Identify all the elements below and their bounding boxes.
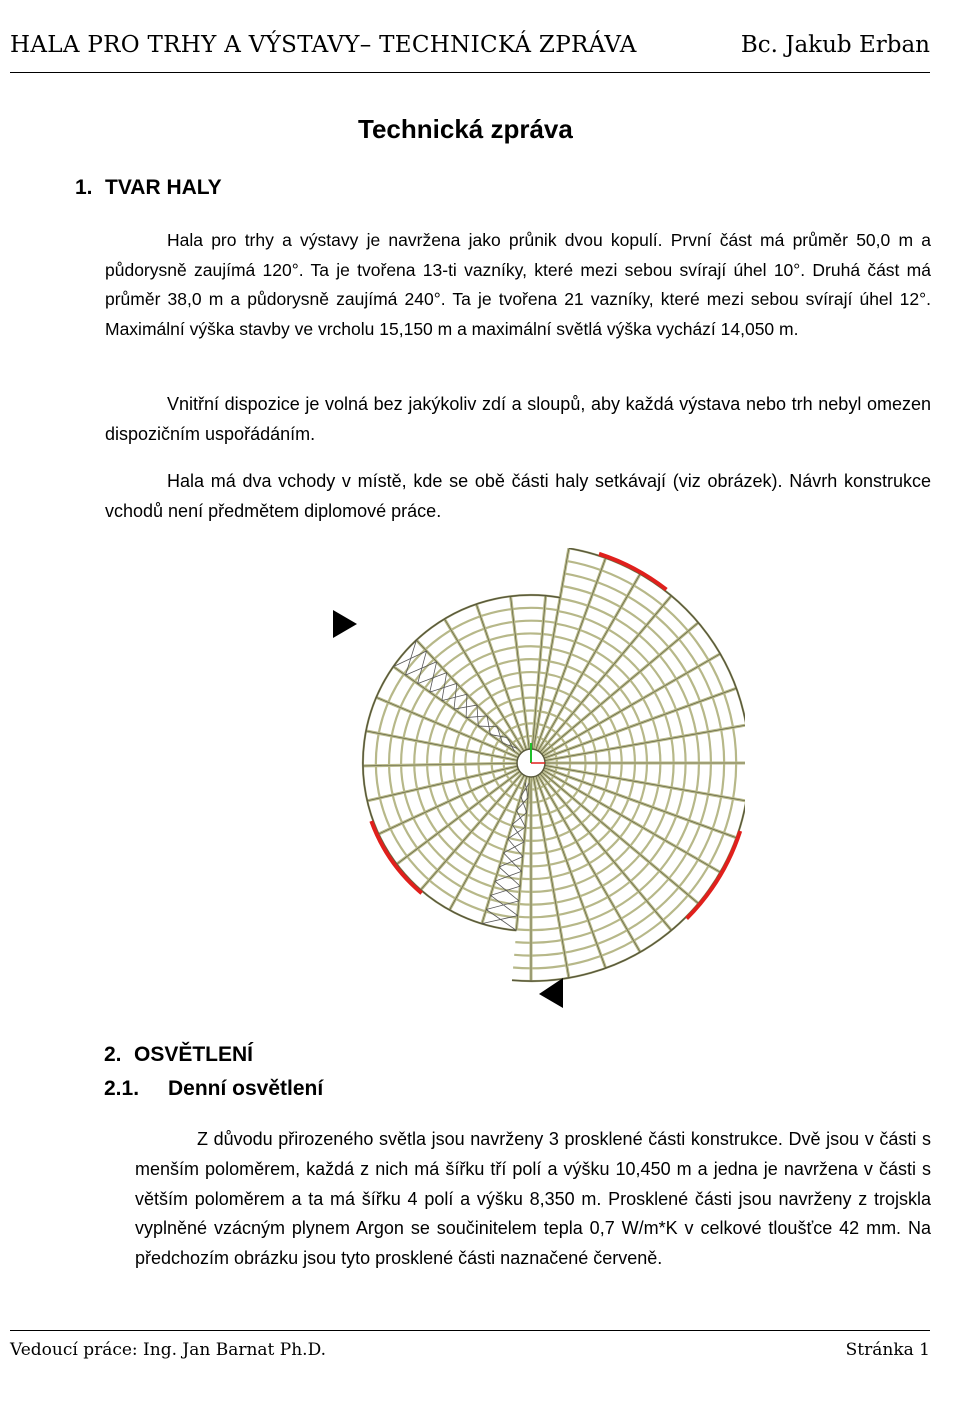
section-2-heading [104,1043,253,1067]
section-2-1-number: 2.1. [104,1077,140,1100]
section-2-1-paragraph: Z důvodu přirozeného světla jsou navrženy 3 prosklené části konstrukce. Dvě jsou v části s menším poloměrem, každá z nich má šířku tří polí a výšku 10,450 m a jedna je navržena v části s větším poloměrem a ta má šířku 4 polí a výšku 8,350 m. Prosklené části jsou navrženy z trojskla vyplněné vzácným plynem Argon se součinitelem tepla 0,7 W/m*K v celkové tloušťce 42 mm. Na předchozím obrázku jsou tyto prosklené části naznačené červeně. [135,1129,931,1269]
truss-big-core [540,774,671,930]
bracing [482,916,518,924]
section-2-title: OSVĚTLENÍ [134,1043,254,1066]
truss-big-core [542,772,698,903]
entrance-marker-top [333,610,357,638]
bracing [491,895,518,915]
section-1-paragraph-2: Vnitřní dispozice je volná bez jakýkoliv zdí a sloupů, aby každá výstava nebo trh nebyl omezen dispozičním uspořádáním. [105,394,931,444]
bracing [454,705,477,709]
bracing [442,694,467,700]
glazing-right [687,831,741,919]
section-2-1-heading [104,1077,323,1101]
bracing [504,853,522,871]
section-2-number: 2. [104,1043,122,1066]
section-1-paragraph-3: Hala má dva vchody v místě, kde se obě části haly setkávají (viz obrázek). Návrh konstrukce vchodů není předmětem diplomové práce. [105,471,931,521]
header-title: HALA PRO TRHY A VÝSTAVY– TECHNICKÁ ZPRÁVA [10,32,637,58]
footer-page-number: Stránka 1 [845,1340,930,1360]
truss-big-core [542,623,698,754]
bracing [516,810,525,827]
page-header [10,26,930,70]
section-2-1-title: Denní osvětlení [168,1077,324,1100]
bracing [466,694,467,717]
footer-supervisor: Vedoucí práce: Ing. Jan Barnat Ph.D. [10,1340,327,1360]
entrance-marker-bottom [539,978,563,1008]
header-author: Bc. Jakub Erban [740,32,930,58]
section-1-number: 1. [75,176,93,199]
header-divider [10,72,930,73]
truss-small-core [476,604,526,750]
bracing [454,683,457,709]
section-1-heading [75,176,222,200]
truss-big-core [533,548,568,749]
footer-divider [10,1330,930,1331]
truss-big-core [540,596,671,752]
section-1-title: TVAR HALY [105,176,222,199]
section-1-paragraph-1: Hala pro trhy a výstavy je navržena jako průnik dvou kopulí. První část má průměr 50,0 m a půdorysně zaujímá 120°. Ta je tvořena 13-ti vazníky, které mezi sebou svírají úhel 10°. Druhá část má průměr 38,0 m a půdorysně zaujímá 240°. Ta je tvořena 21 vazníky, které mezi sebou svírají úhel 12°. Maximální výška stavby ve vrcholu 15,150 m a maximální světlá výška vychází 14,050 m. [105,230,931,339]
document-title: Technická zpráva [358,114,573,144]
hall-floor-plan-figure [255,548,745,1018]
